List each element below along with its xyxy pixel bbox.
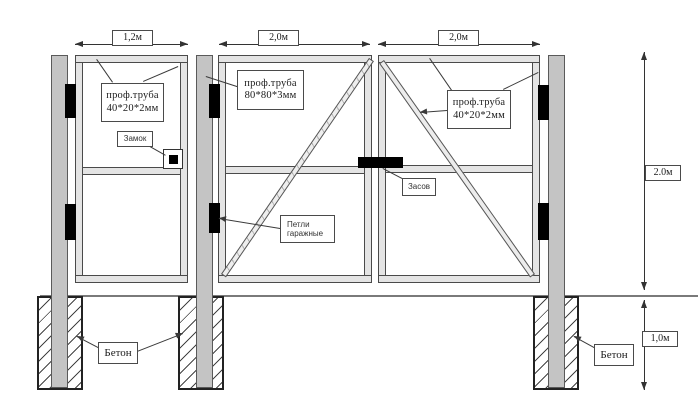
dimension-label-depth [642,331,678,347]
callout-line: проф.труба [452,97,506,109]
callout-hinges [280,215,335,243]
hinge-center-leaf-top [209,84,220,118]
wicket-rail-top [75,55,188,63]
right-leaf-rail-top [378,55,540,63]
callout-line: 40*20*2мм [453,109,505,121]
dimension-label-height [645,165,681,181]
callout-line: 80*80*3мм [244,90,297,101]
callout-line: Петли [287,219,310,229]
callout-line: проф.труба [244,77,297,89]
leader-wicket-pipe-b [143,66,178,82]
hinge-right-leaf-top [538,85,549,120]
callout-line: Засов [407,182,431,192]
callout-leaf-pipe [447,90,511,129]
hinge-wicket-top [65,84,76,118]
callout-concrete-right [594,344,634,366]
right-leaf-rail-bottom [378,275,540,283]
callout-line: Бетон [600,348,628,361]
callout-line: 40*20*2мм [106,102,159,114]
lock-icon [169,155,178,164]
callout-line: проф.труба [106,90,159,102]
dimension-value: 1,0м [650,333,670,345]
dimension-label-wicket [112,30,153,46]
latch-bar [358,157,403,168]
hinge-right-leaf-bottom [538,203,549,240]
callout-line: гаражные [287,229,324,238]
callout-wicket-pipe [101,83,164,122]
post-right [548,55,565,388]
dimension-value: 2.0м [653,167,673,179]
leader-leaf-pipe-c [420,110,447,113]
callout-post-pipe [237,70,304,110]
callout-latch [402,178,436,196]
callout-line: Замок [123,134,147,144]
center-leaf-stile-right [364,55,372,283]
ground-line [40,295,698,297]
callout-line: Бетон [104,346,132,359]
dimension-value: 2,0м [449,32,468,44]
leader-hinges [219,218,280,229]
callout-lock [117,131,153,147]
dimension-label-left-leaf [258,30,299,46]
dimension-value: 1,2м [123,32,142,44]
wicket-stile-right [180,55,188,283]
center-leaf-rail-bottom [218,275,372,283]
dimension-value: 2,0м [269,32,288,44]
callout-concrete-left [98,342,138,364]
hinge-wicket-bottom [65,204,76,240]
leader-concrete-left-b [137,333,183,352]
center-leaf-rail-top [218,55,372,63]
wicket-rail-bottom [75,275,188,283]
dimension-label-right-leaf [438,30,479,46]
